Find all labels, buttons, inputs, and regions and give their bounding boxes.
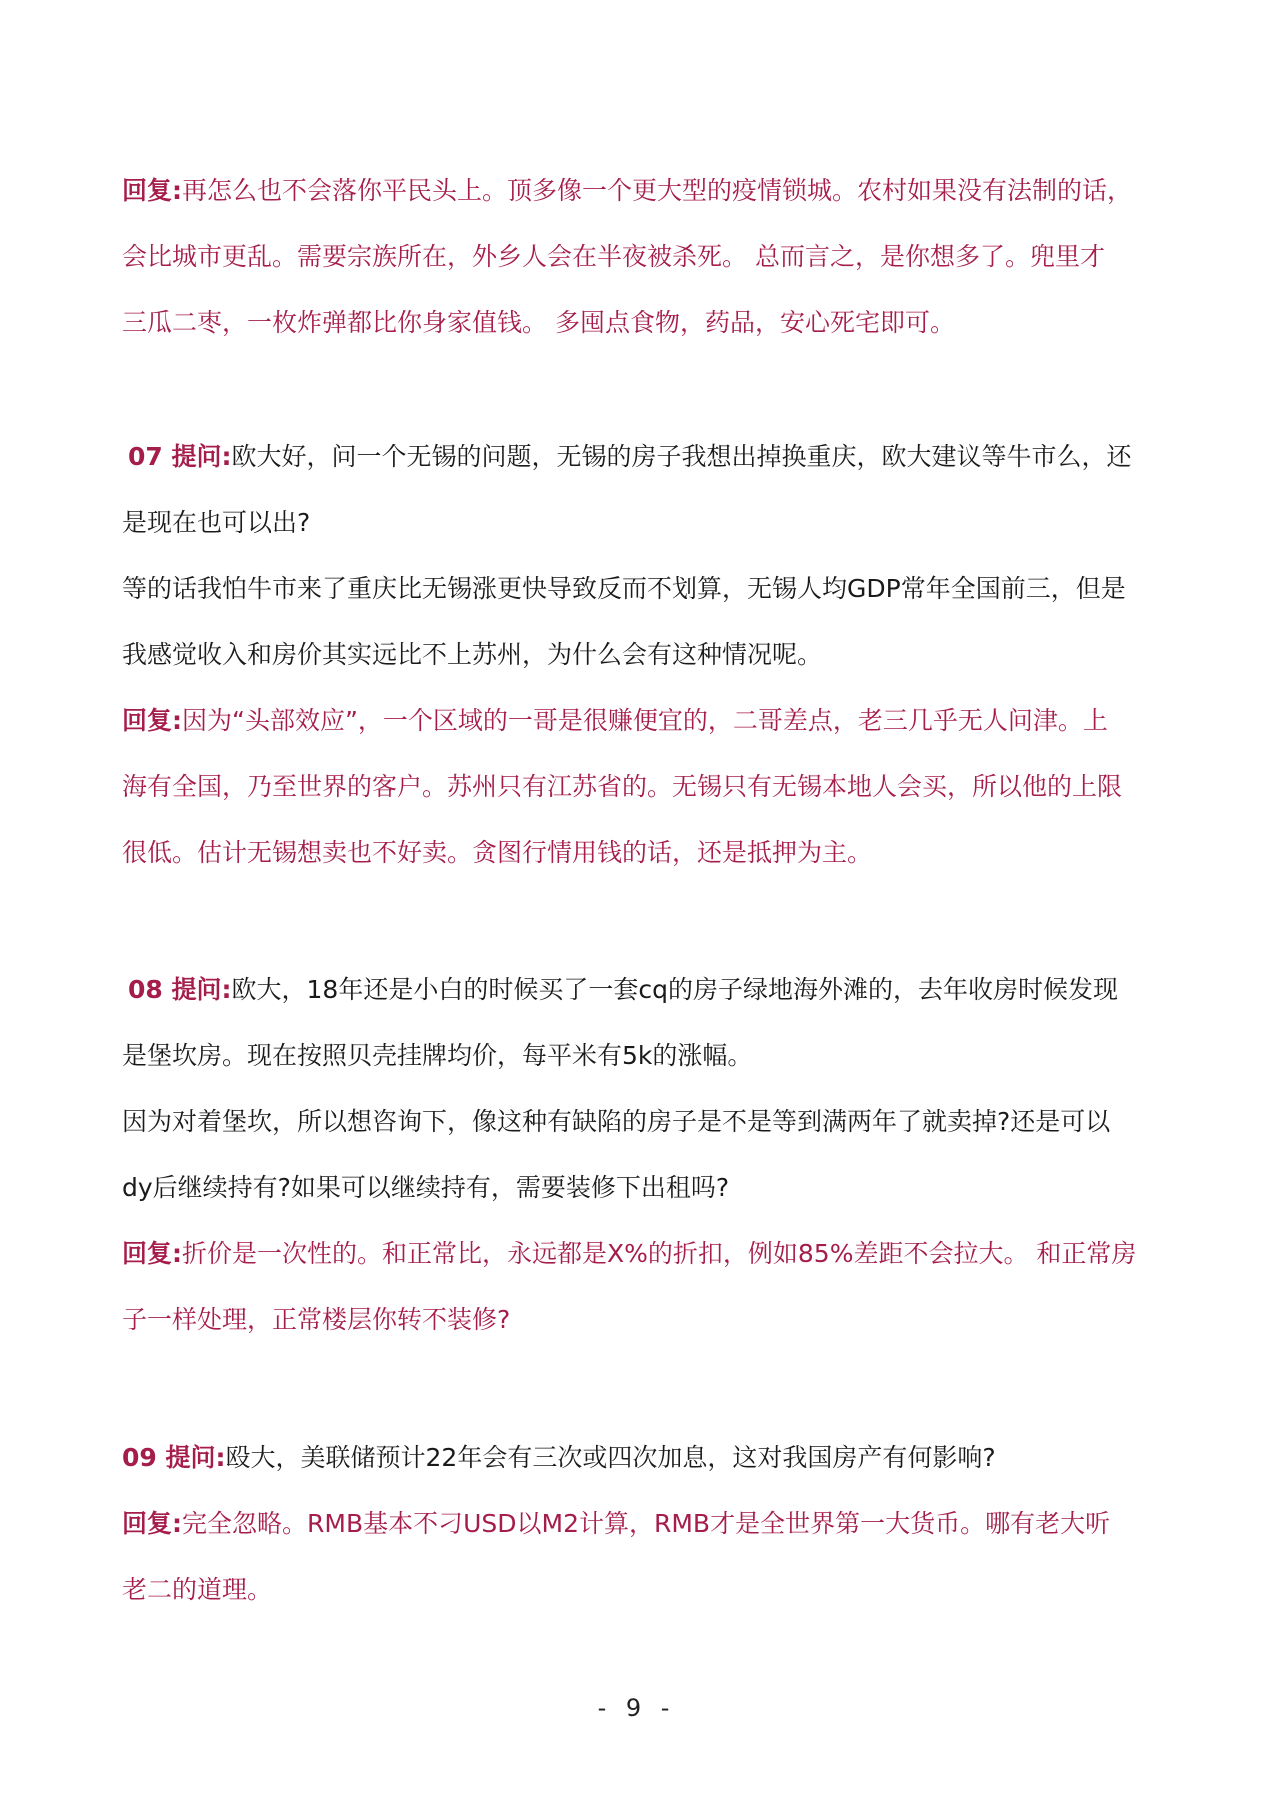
question-line: 07 提问:欧大好，问一个无锡的问题，无锡的房子我想出掉换重庆，欧大建议等牛市么，还 xyxy=(122,424,1152,490)
question-line: 是堡坎房。现在按照贝壳挂牌均价，每平米有5k的涨幅。 xyxy=(122,1041,753,1070)
answer-line: 三瓜二枣，一枚炸弹都比你身家值钱。 多囤点食物，药品，安心死宅即可。 xyxy=(122,308,955,337)
reply-label: 回复: xyxy=(122,1509,182,1538)
answer-06 xyxy=(122,158,1152,356)
question-line: 09 提问:殴大，美联储预计22年会有三次或四次加息，这对我国房产有何影响? xyxy=(122,1443,996,1472)
question-line: dy后继续持有?如果可以继续持有，需要装修下出租吗? xyxy=(122,1173,730,1202)
answer-line: 回复:因为“头部效应”，一个区域的一哥是很赚便宜的，二哥差点，老三几乎无人问津。上 xyxy=(122,706,1108,735)
question-line: 08 提问:欧大，18年还是小白的时候买了一套cq的房子绿地海外滩的，去年收房时候发现 xyxy=(122,957,1152,1023)
answer-line: 回复:完全忽略。RMB基本不刁USD以M2计算，RMB才是全世界第一大货币。哪有老大听 xyxy=(122,1509,1111,1538)
question-line: 我感觉收入和房价其实远比不上苏州，为什么会有这种情况呢。 xyxy=(122,640,823,669)
answer-line: 海有全国，乃至世界的客户。苏州只有江苏省的。无锡只有无锡本地人会买，所以他的上限 xyxy=(122,772,1123,801)
question-label xyxy=(163,442,172,471)
question-label: 提问: xyxy=(165,1443,226,1472)
qa-07 xyxy=(122,424,1152,886)
answer-line: 回复:再怎么也不会落你平民头上。顶多像一个更大型的疫情锁城。农村如果没有法制的话， xyxy=(122,176,1133,205)
reply-label: 回复: xyxy=(122,1239,182,1268)
answer-line: 子一样处理，正常楼层你转不装修? xyxy=(122,1305,511,1334)
qa-08 xyxy=(122,957,1152,1353)
qa-09 xyxy=(122,1425,1152,1623)
question-number: 07 xyxy=(128,442,163,471)
question-label: 提问: xyxy=(171,975,232,1004)
reply-label: 回复: xyxy=(122,706,182,735)
question-line: 因为对着堡坎，所以想咨询下，像这种有缺陷的房子是不是等到满两年了就卖掉?还是可以 xyxy=(122,1107,1111,1136)
answer-line: 回复:折价是一次性的。和正常比，永远都是X%的折扣，例如85%差距不会拉大。 和正常房 xyxy=(122,1239,1137,1268)
question-line: 是现在也可以出? xyxy=(122,508,311,537)
question-line: 等的话我怕牛市来了重庆比无锡涨更快导致反而不划算，无锡人均GDP常年全国前三，但是 xyxy=(122,574,1126,603)
question-number: 08 xyxy=(128,975,163,1004)
answer-line: 老二的道理。 xyxy=(122,1575,273,1604)
question-number: 09 xyxy=(122,1443,157,1472)
answer-line: 会比城市更乱。需要宗族所在，外乡人会在半夜被杀死。 总而言之，是你想多了。兜里才 xyxy=(122,242,1105,271)
answer-line: 很低。估计无锡想卖也不好卖。贪图行情用钱的话，还是抵押为主。 xyxy=(122,838,873,867)
page-number: - 9 - xyxy=(597,1694,676,1722)
reply-label: 回复: xyxy=(122,176,182,205)
